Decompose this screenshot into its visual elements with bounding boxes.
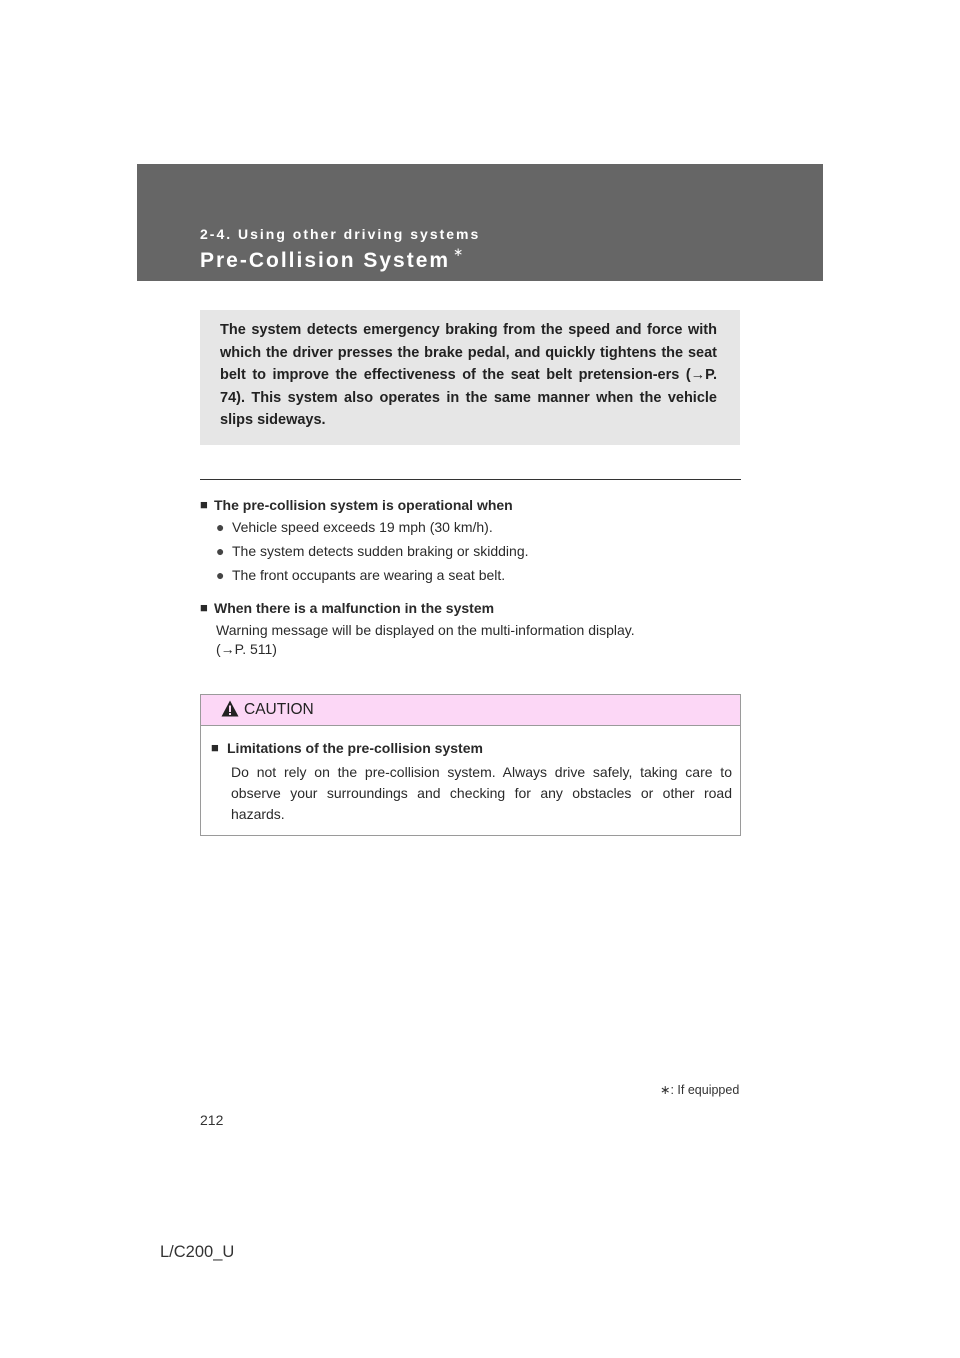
operational-section — [200, 497, 740, 583]
operational-heading-text: The pre-collision system is operational when — [214, 497, 513, 513]
caution-body — [201, 726, 740, 825]
square-bullet-icon: ■ — [200, 600, 208, 615]
round-bullet-icon: ● — [216, 519, 225, 535]
intro-box: The system detects emergency braking from the speed and force with which the driver presses the brake pedal, and quickly tightens the seat belt to improve the effectiveness of the seat belt pretension-ers (→P. 74). This system also operates in the same manner when the vehicle slips sideways. — [200, 310, 740, 445]
malfunction-heading-text: When there is a malfunction in the system — [214, 600, 495, 616]
square-bullet-icon: ■ — [200, 497, 208, 512]
divider-rule — [200, 479, 741, 480]
list-item — [216, 567, 740, 583]
section-header — [137, 164, 823, 281]
caution-heading-text: Limitations of the pre-collision system — [227, 740, 483, 756]
caution-header — [201, 695, 740, 726]
list-item — [216, 519, 740, 535]
round-bullet-icon: ● — [216, 567, 225, 583]
list-item-text: Vehicle speed exceeds 19 mph (30 km/h). — [232, 519, 493, 535]
title-text: Pre-Collision System — [200, 249, 451, 272]
list-item — [216, 543, 740, 559]
document-code: L/C200_U — [160, 1243, 235, 1261]
operational-heading — [200, 497, 740, 513]
malfunction-heading — [200, 600, 740, 616]
list-item-text: The system detects sudden braking or skidding. — [232, 543, 529, 559]
section-label: 2-4. Using other driving systems — [200, 226, 481, 242]
title-asterisk: ∗ — [453, 245, 466, 259]
page-number: 212 — [200, 1112, 224, 1128]
square-bullet-icon: ■ — [211, 740, 219, 755]
footnote-asterisk: ∗ — [660, 1083, 671, 1097]
caution-label: CAUTION — [244, 701, 314, 718]
caution-text: Do not rely on the pre-collision system. Always drive safely, taking care to observe your surroundings and checking for any obstacles or other road hazards. — [231, 764, 732, 822]
round-bullet-icon: ● — [216, 543, 225, 559]
caution-box — [200, 694, 741, 836]
footnote-text: : If equipped — [670, 1083, 740, 1097]
malfunction-reference: (→P. 511) — [216, 641, 277, 657]
caution-heading — [211, 740, 732, 756]
malfunction-text: Warning message will be displayed on the multi-information display. — [216, 622, 635, 638]
warning-triangle-icon — [221, 700, 239, 717]
malfunction-section — [200, 600, 740, 659]
list-item-text: The front occupants are wearing a seat belt. — [232, 567, 506, 583]
page-title — [200, 245, 466, 273]
footnote — [660, 1082, 739, 1097]
